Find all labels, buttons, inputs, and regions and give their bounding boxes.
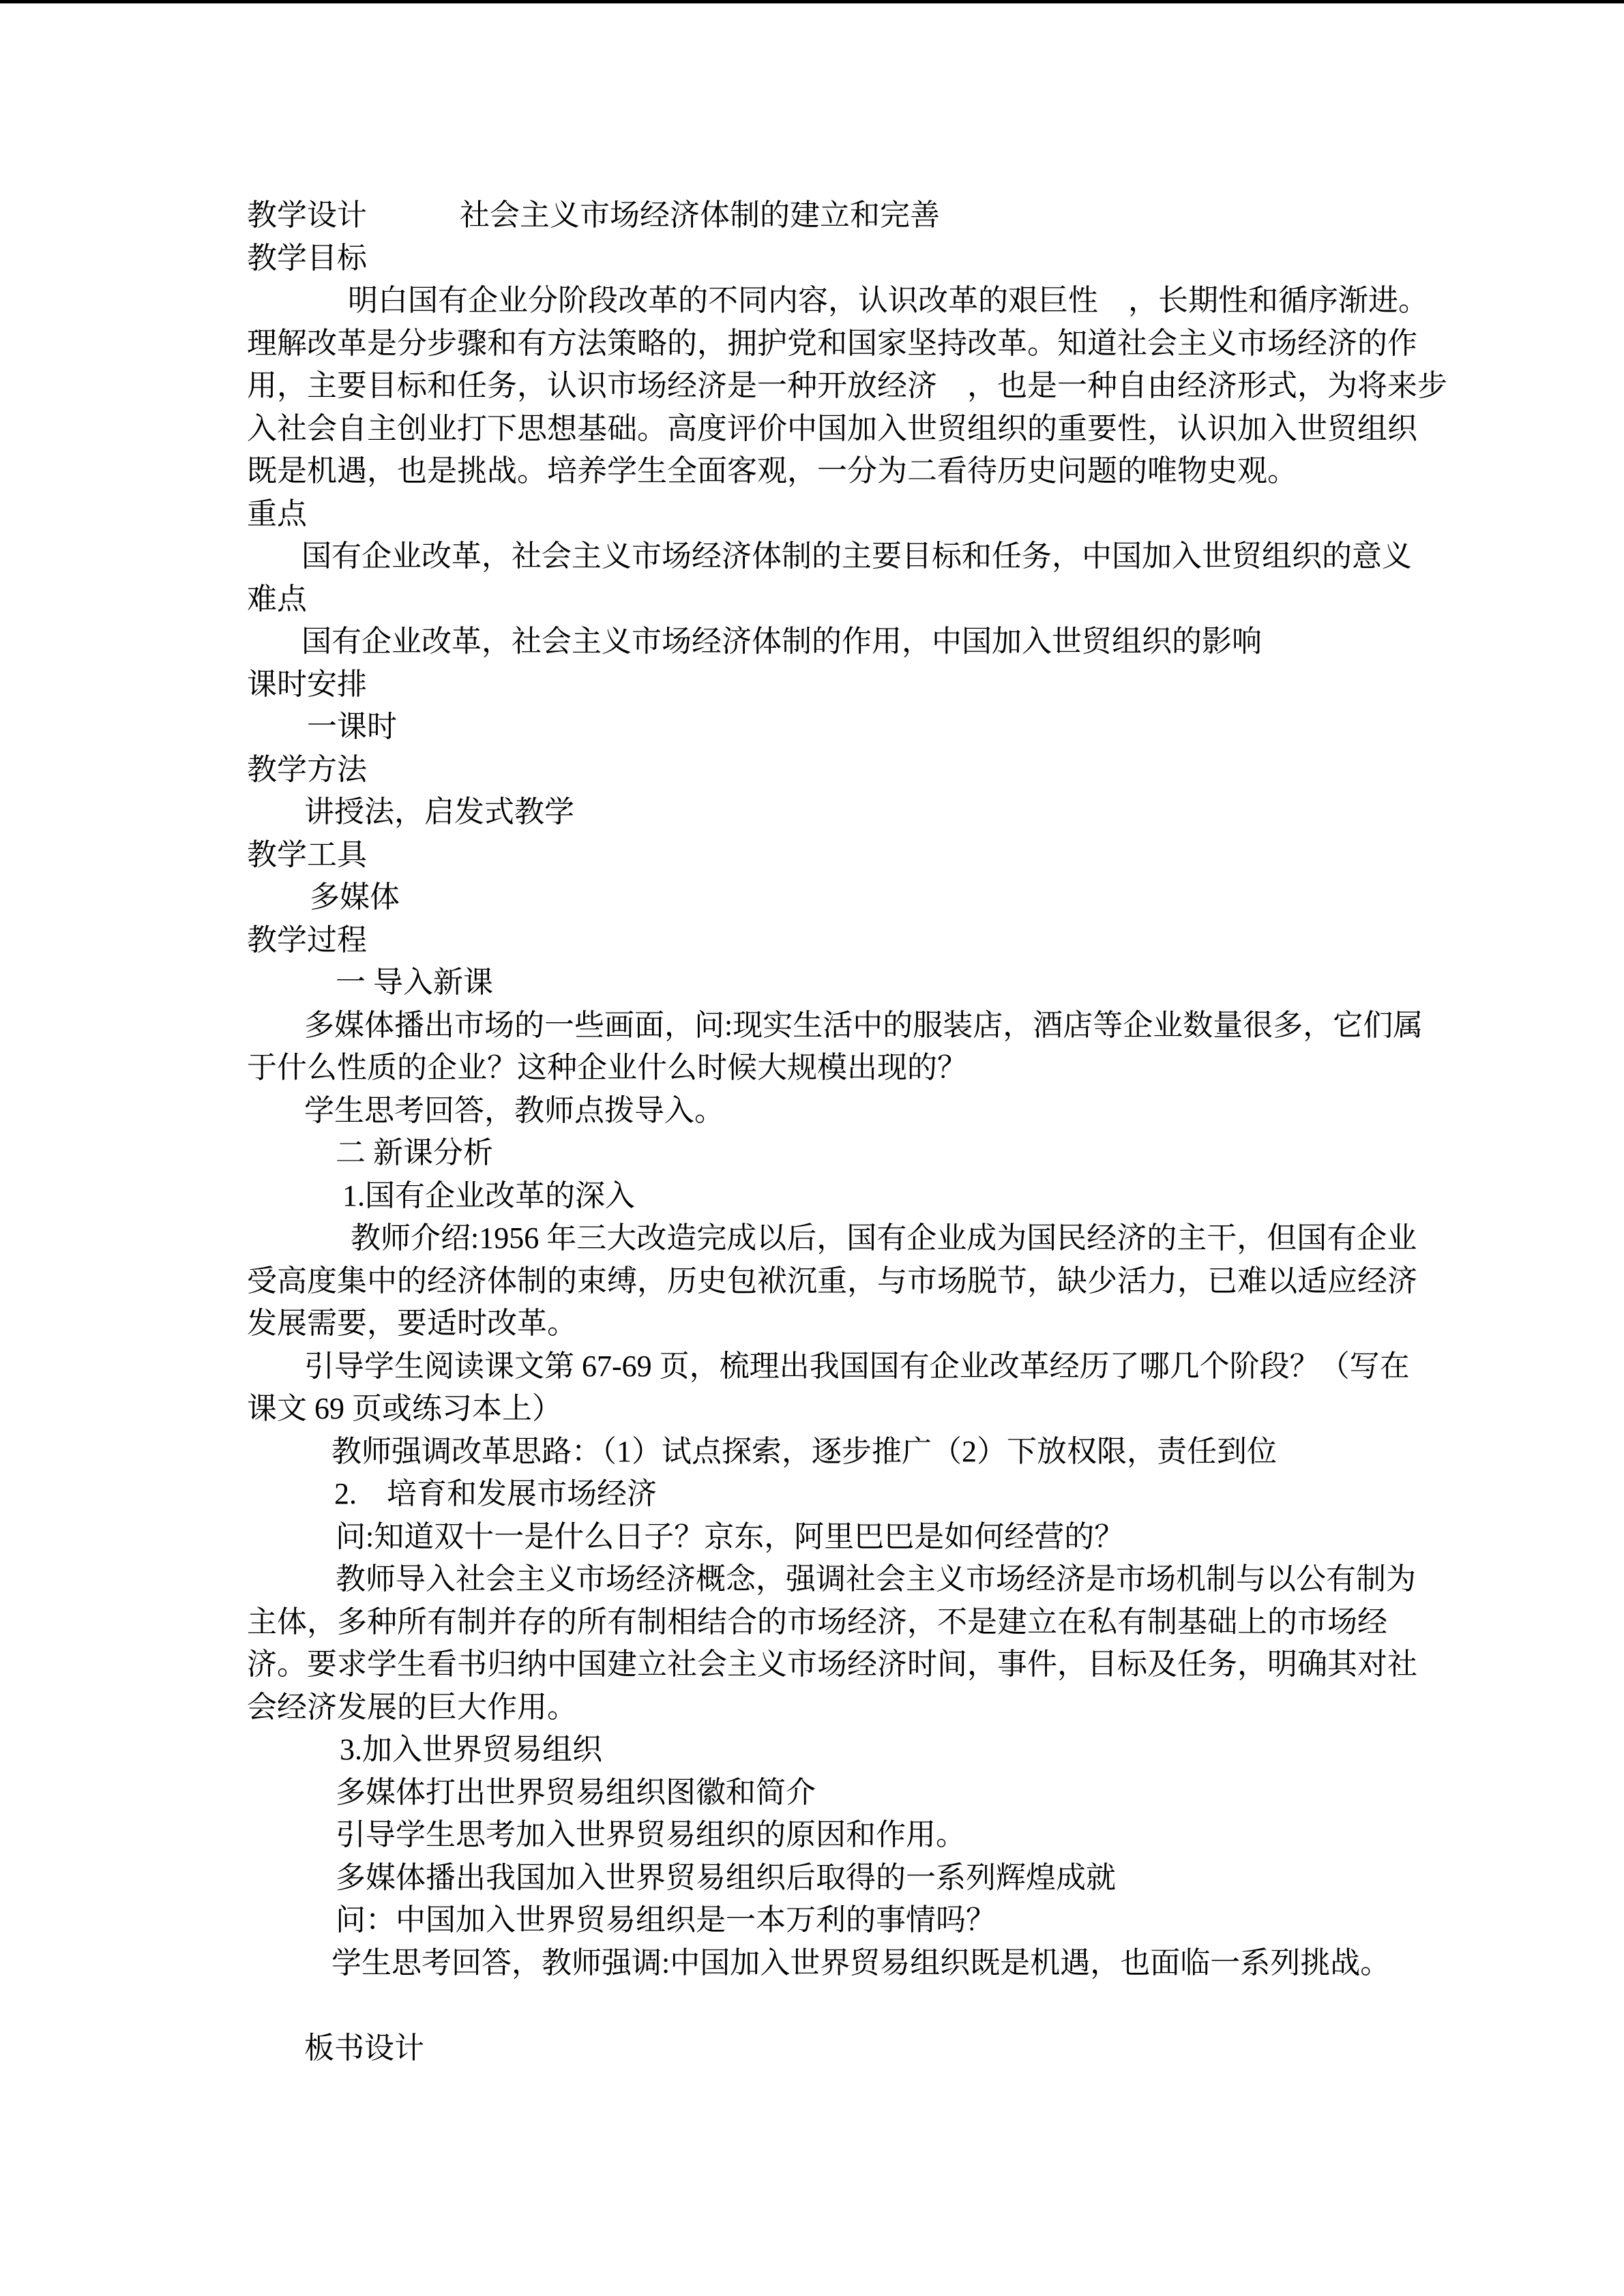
text-line: 讲授法，启发式教学 <box>304 795 574 829</box>
text-line: 主体，多种所有制并存的所有制相结合的市场经济，不是建立在私有制基础上的市场经 <box>247 1605 1387 1639</box>
text-line: 济。要求学生看书归纳中国建立社会主义市场经济时间，事件，目标及任务，明确其对社 <box>247 1648 1417 1681</box>
text-line: 明白国有企业分阶段改革的不同内容，认识改革的艰巨性 ，长期性和循序渐进。 <box>348 284 1428 317</box>
text-line: 问：中国加入世界贸易组织是一本万利的事情吗？ <box>336 1903 996 1937</box>
text-line: 会经济发展的巨大作用。 <box>247 1690 577 1724</box>
text-line: 课时安排 <box>247 667 367 701</box>
text-line: 多媒体播出市场的一些画面，问:现实生活中的服装店，酒店等企业数量很多，它们属 <box>304 1008 1423 1042</box>
text-line: 国有企业改革，社会主义市场经济体制的主要目标和任务，中国加入世贸组织的意义 <box>301 539 1412 573</box>
text-line: 发展需要，要适时改革。 <box>247 1307 577 1340</box>
text-line: 学生思考回答，教师强调:中国加入世界贸易组织既是机遇，也面临一系列挑战。 <box>331 1945 1391 1980</box>
text-line: 2. 培育和发展市场经济 <box>334 1477 657 1510</box>
document-title-line <box>247 194 1447 237</box>
text-line: 教学过程 <box>247 923 367 957</box>
paragraph-lines <box>247 237 1447 2070</box>
text-line: 难点 <box>247 582 307 616</box>
text-line: 国有企业改革，社会主义市场经济体制的作用，中国加入世贸组织的影响 <box>301 625 1262 658</box>
text-line: 教师强调改革思路：（1）试点探索，逐步推广（2）下放权限，责任到位 <box>331 1434 1277 1468</box>
text-line: 多媒体 <box>310 880 400 914</box>
text-line: 引导学生思考加入世界贸易组织的原因和作用。 <box>336 1818 966 1851</box>
text-line: 理解改革是分步骤和有方法策略的，拥护党和国家坚持改革。知道社会主义市场经济的作 <box>247 326 1417 360</box>
text-line: 教学工具 <box>247 837 367 871</box>
text-line: 于什么性质的企业？这种企业什么时候大规模出现的？ <box>247 1051 967 1084</box>
text-line <box>247 1984 1447 2027</box>
text-line: 学生思考回答，教师点拨导入。 <box>304 1093 724 1127</box>
document-body <box>247 194 1447 2070</box>
text-line: 教学目标 <box>247 241 367 275</box>
text-line: 一 导入新课 <box>336 966 493 999</box>
text-line: 重点 <box>247 496 307 531</box>
page-title: 社会主义市场经济体制的建立和完善 <box>460 198 940 232</box>
text-line: 1.国有企业改革的深入 <box>342 1178 635 1212</box>
text-line: 二 新课分析 <box>336 1136 493 1169</box>
text-line: 用，主要目标和任务，认识市场经济是一种开放经济 ，也是一种自由经济形式，为将来步 <box>247 369 1447 402</box>
text-line: 一课时 <box>307 710 397 743</box>
text-line: 引导学生阅读课文第 67-69 页，梳理出我国国有企业改革经历了哪几个阶段？（写在 <box>304 1349 1410 1383</box>
top-border-bar <box>0 0 1624 3</box>
text-line: 课文 69 页或练习本上） <box>247 1392 562 1425</box>
text-line: 多媒体播出我国加入世界贸易组织后取得的一系列辉煌成就 <box>336 1860 1116 1894</box>
text-line: 多媒体打出世界贸易组织图徽和简介 <box>336 1775 816 1809</box>
text-line: 受高度集中的经济体制的束缚，历史包袱沉重，与市场脱节，缺少活力，已难以适应经济 <box>247 1264 1417 1298</box>
text-line: 教师导入社会主义市场经济概念，强调社会主义市场经济是市场机制与以公有制为 <box>336 1562 1416 1596</box>
text-line: 3.加入世界贸易组织 <box>340 1733 602 1766</box>
text-line: 问:知道双十一是什么日子？京东，阿里巴巴是如何经营的？ <box>336 1519 1125 1553</box>
text-line: 教学方法 <box>247 752 367 786</box>
text-line: 既是机遇，也是挑战。培养学生全面客观，一分为二看待历史问题的唯物史观。 <box>247 454 1297 488</box>
text-line: 板书设计 <box>304 2031 424 2065</box>
text-line: 入社会自主创业打下思想基础。高度评价中国加入世贸组织的重要性，认识加入世贸组织 <box>247 411 1417 445</box>
doc-type-label: 教学设计 <box>247 198 367 232</box>
text-line: 教师介绍:1956 年三大改造完成以后，国有企业成为国民经济的主干，但国有企业 <box>351 1221 1417 1255</box>
